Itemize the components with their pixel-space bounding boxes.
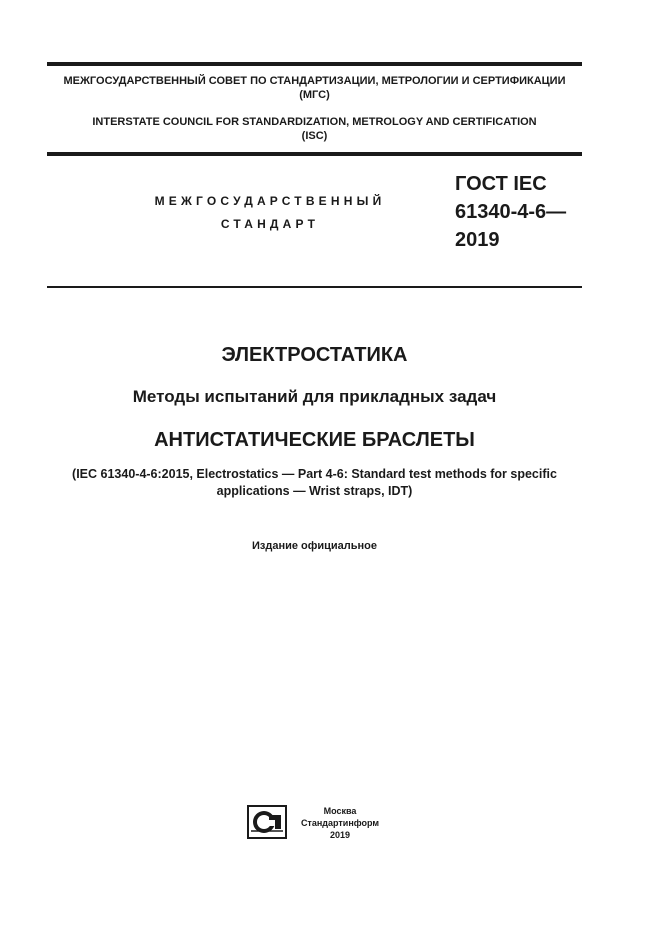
designation-line1: ГОСТ IEC bbox=[455, 173, 547, 195]
international-reference bbox=[47, 466, 582, 500]
council-name-en bbox=[47, 115, 582, 143]
council-name-ru-line1: МЕЖГОСУДАРСТВЕННЫЙ СОВЕТ ПО СТАНДАРТИЗАЦИИ, МЕТРОЛОГИИ И СЕРТИФИКАЦИИ bbox=[63, 75, 566, 87]
publisher-city: Москва bbox=[323, 806, 357, 816]
standartinform-logo-icon bbox=[247, 805, 287, 839]
council-abbr-ru: (МГС) bbox=[299, 89, 330, 101]
publisher-info bbox=[292, 805, 388, 841]
publication-year: 2019 bbox=[329, 830, 351, 840]
council-name-ru bbox=[47, 74, 582, 102]
middle-rule bbox=[47, 152, 582, 156]
edition-note: Издание официальное bbox=[251, 540, 378, 552]
publisher-name: Стандартинформ bbox=[300, 818, 380, 828]
council-abbr-en: (ISC) bbox=[301, 130, 328, 142]
standard-type-line2: СТАНДАРТ bbox=[220, 217, 320, 231]
document-subtitle: Методы испытаний для прикладных задач bbox=[132, 387, 497, 406]
document-part-title: АНТИСТАТИЧЕСКИЕ БРАСЛЕТЫ bbox=[154, 429, 475, 451]
standard-type bbox=[140, 190, 400, 236]
designation-line3: 2019 bbox=[455, 229, 500, 251]
designation-line2: 61340-4-6— bbox=[455, 201, 567, 223]
standard-type-line1: МЕЖГОСУДАРСТВЕННЫЙ bbox=[154, 194, 386, 208]
document-title: ЭЛЕКТРОСТАТИКА bbox=[221, 344, 408, 366]
international-reference-line2: applications — Wrist straps, IDT) bbox=[216, 484, 413, 498]
top-rule bbox=[47, 62, 582, 66]
standard-designation bbox=[455, 170, 605, 254]
council-name-en-line1: INTERSTATE COUNCIL FOR STANDARDIZATION, METROLOGY AND CERTIFICATION bbox=[92, 116, 537, 128]
bottom-rule bbox=[47, 286, 582, 288]
international-reference-line1: (IEC 61340-4-6:2015, Electrostatics — Part 4-6: Standard test methods for specific bbox=[72, 467, 557, 481]
